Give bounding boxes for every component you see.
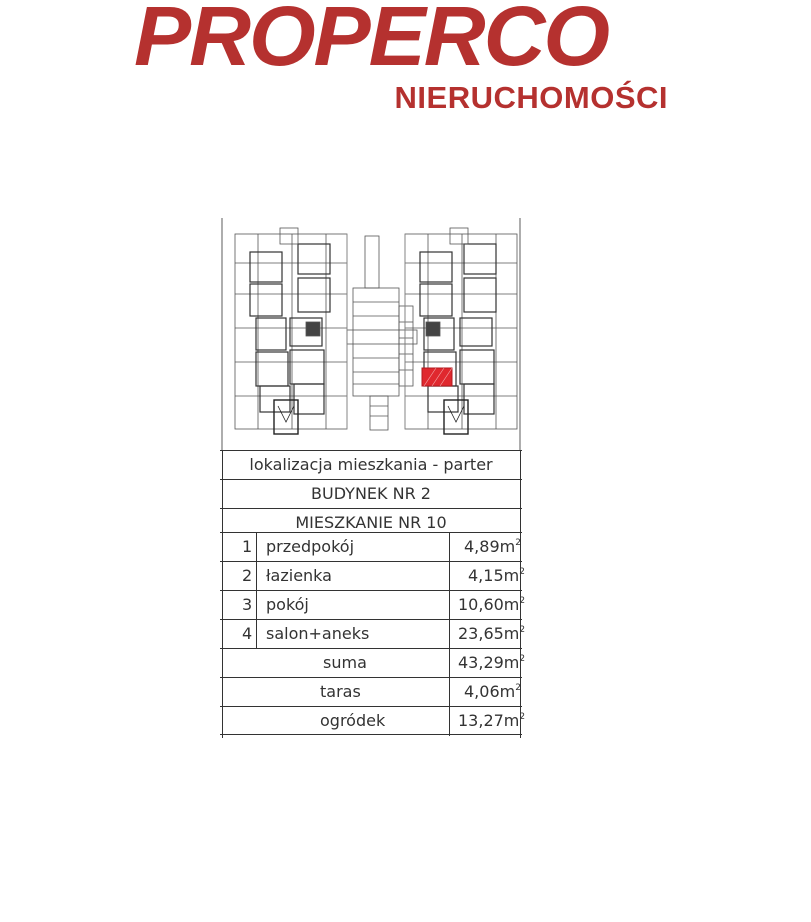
location-row bbox=[220, 450, 522, 479]
total-label: taras bbox=[320, 682, 361, 701]
room-row bbox=[220, 590, 526, 619]
total-area: $13,27m^2$ bbox=[458, 711, 526, 730]
building-label: BUDYNEK NR 2 bbox=[311, 484, 431, 503]
site-plan bbox=[220, 218, 522, 450]
building-row bbox=[220, 479, 522, 508]
room-name: przedpokój bbox=[266, 537, 355, 556]
total-area: $4,06m^2$ bbox=[464, 682, 521, 701]
highlighted-apartment bbox=[422, 368, 452, 386]
logo-brand-text: PROPERCO bbox=[134, 0, 609, 83]
room-area: $4,89m^2$ bbox=[464, 537, 521, 556]
logo-subtitle-text: NIERUCHOMOŚCI bbox=[394, 80, 668, 115]
total-row bbox=[220, 648, 526, 677]
room-name: pokój bbox=[266, 595, 309, 614]
room-name: salon+aneks bbox=[266, 624, 370, 643]
room-area: $4,15m^2$ bbox=[468, 566, 525, 585]
total-row bbox=[220, 677, 522, 706]
total-row bbox=[220, 706, 526, 735]
room-area: $10,60m^2$ bbox=[458, 595, 526, 614]
total-area: $43,29m^2$ bbox=[458, 653, 526, 672]
total-label: ogródek bbox=[320, 711, 386, 730]
room-name: łazienka bbox=[266, 566, 332, 585]
room-area: $23,65m^2$ bbox=[458, 624, 526, 643]
room-number: 3 bbox=[242, 595, 253, 614]
total-label: suma bbox=[323, 653, 367, 672]
room-number: 2 bbox=[242, 566, 253, 585]
room-number: 1 bbox=[242, 537, 253, 556]
apartment-card bbox=[220, 218, 526, 738]
apartment-label: MIESZKANIE NR 10 bbox=[295, 513, 447, 532]
room-row bbox=[220, 561, 525, 590]
properco-logo bbox=[130, 0, 690, 125]
room-row bbox=[220, 619, 526, 648]
room-number: 4 bbox=[242, 624, 253, 643]
location-label: lokalizacja mieszkania - parter bbox=[249, 455, 493, 474]
room-row bbox=[220, 532, 522, 561]
